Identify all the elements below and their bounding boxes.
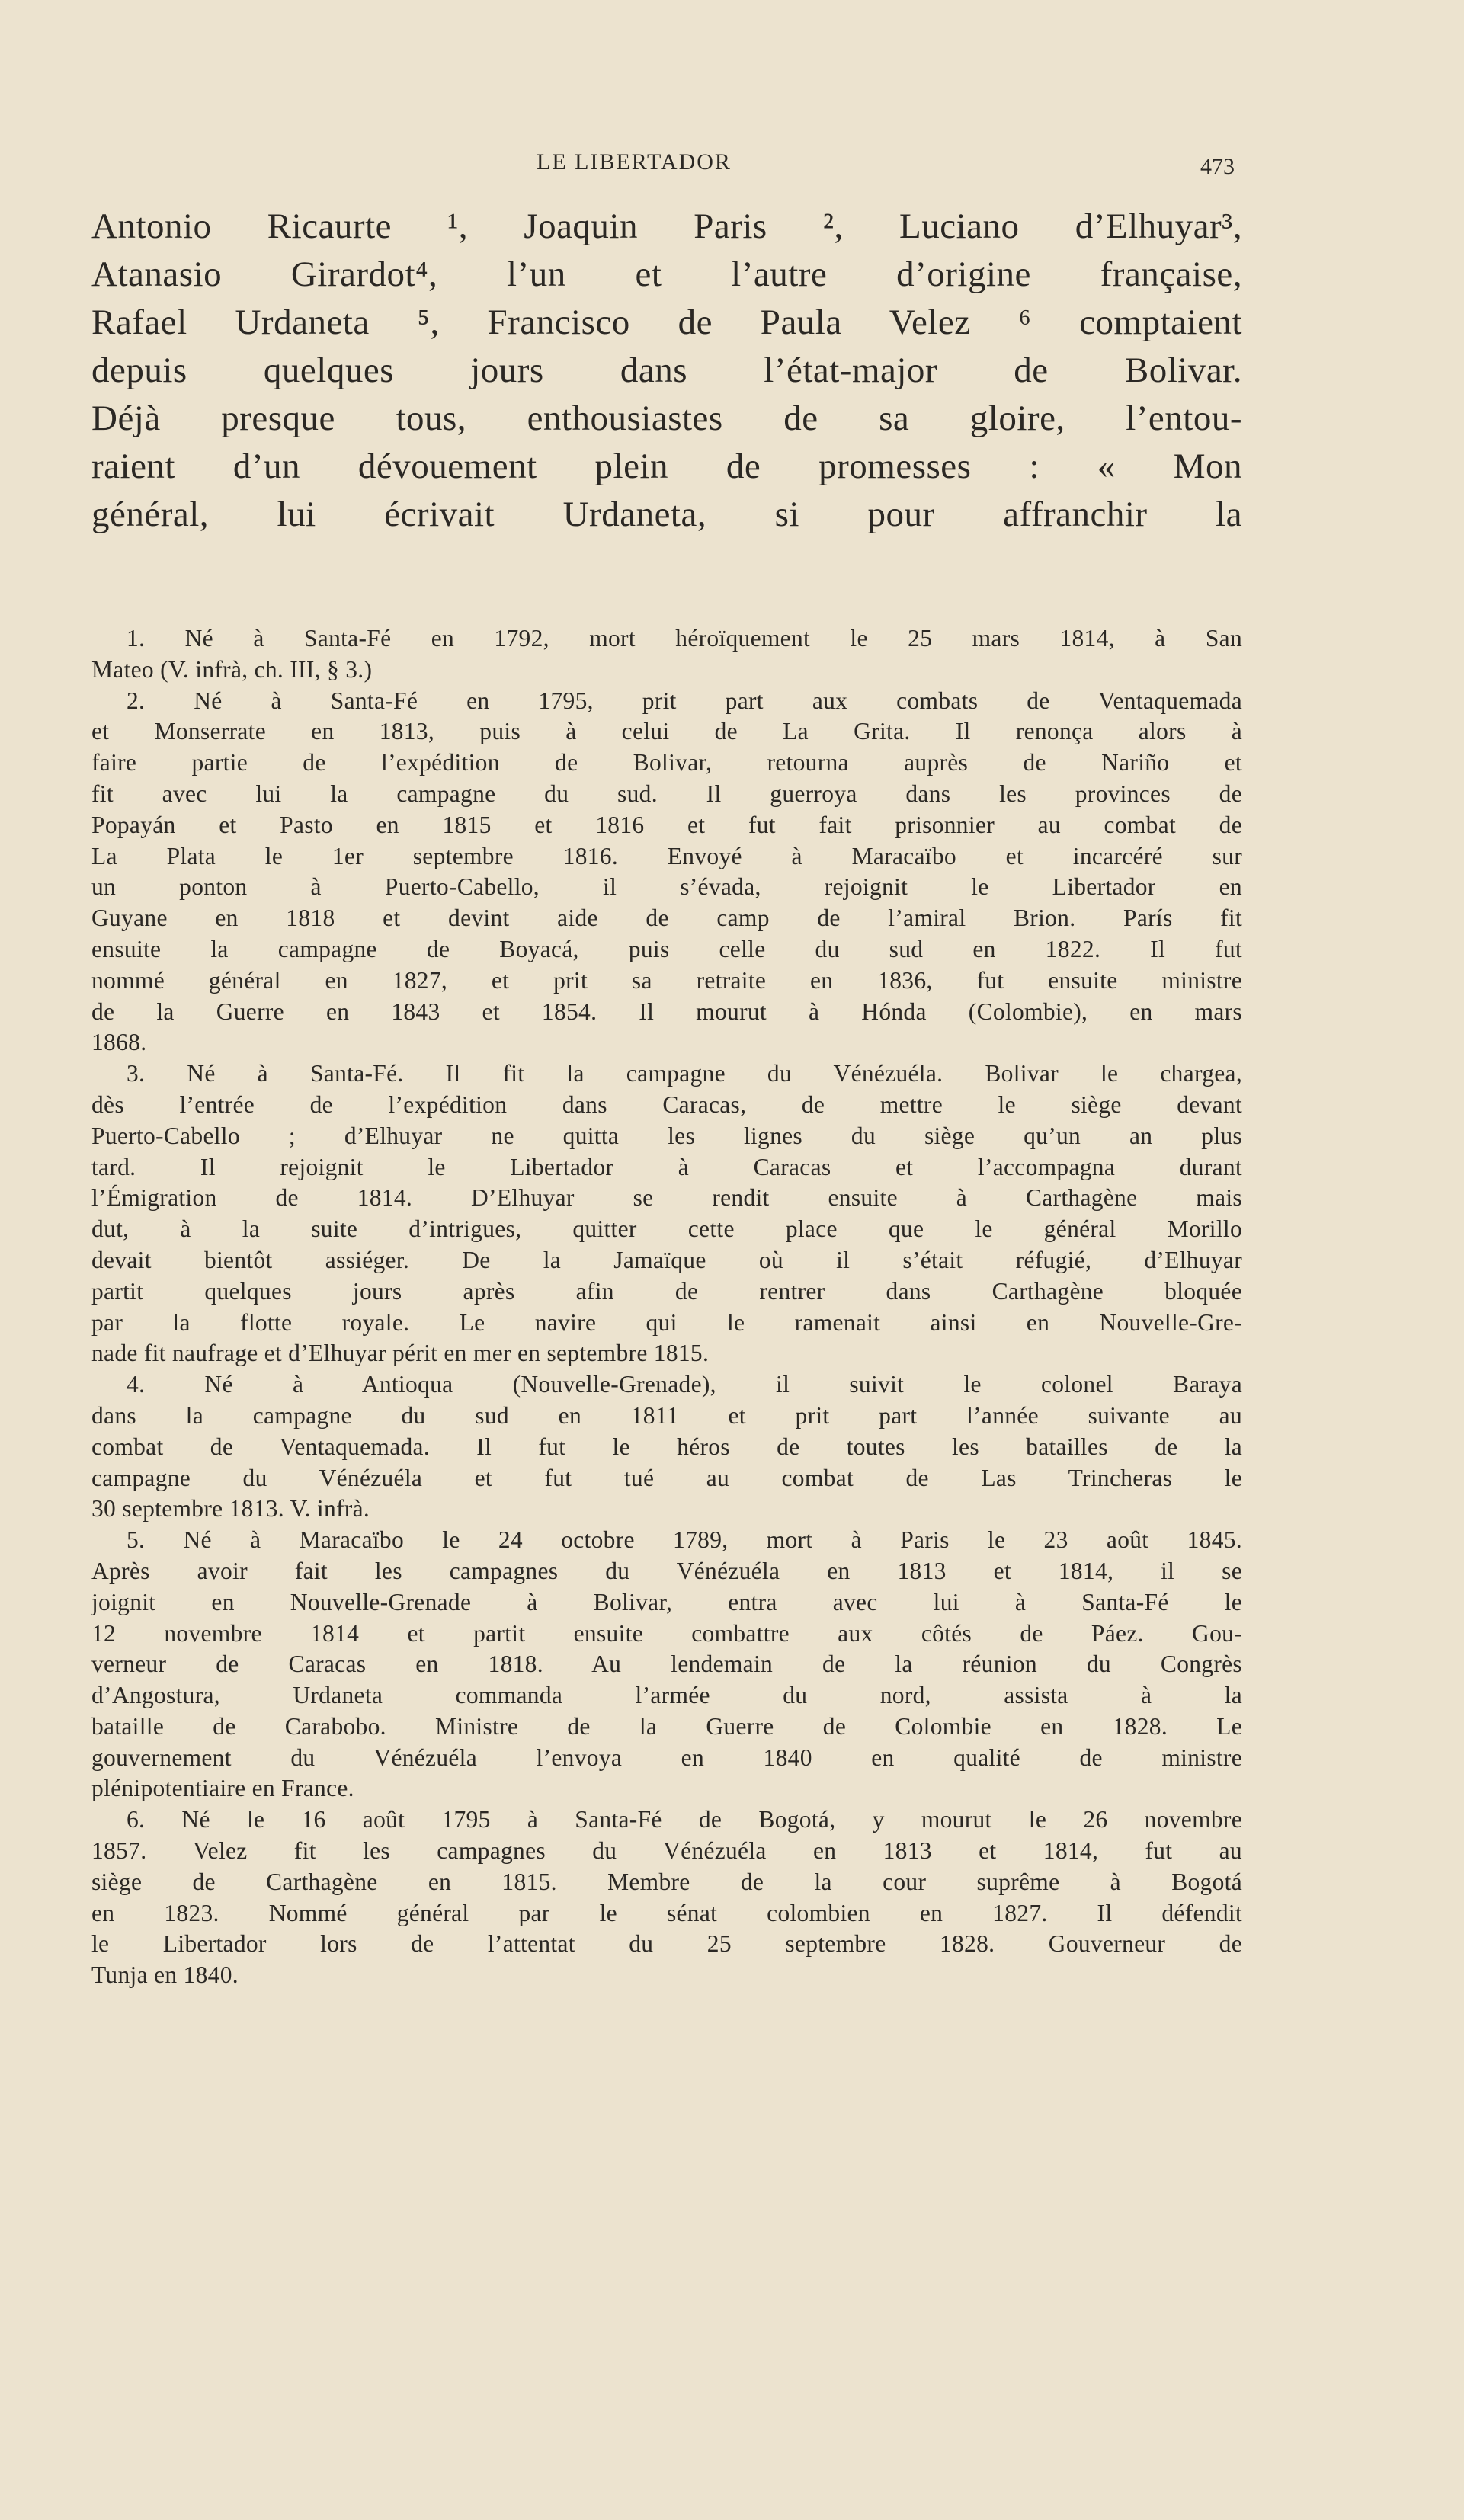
footnote-line: 1868. <box>91 1029 147 1056</box>
footnote-line: et Monserrate en 1813, puis à celui de La Grita. Il renonça alors à <box>91 718 1242 745</box>
footnote-line: nade fit naufrage et d’Elhuyar périt en mer en septembre 1815. <box>91 1340 710 1367</box>
footnote-line: en 1823. Nommé général par le sénat colombien en 1827. Il défendit <box>91 1899 1242 1926</box>
footnote-line: partit quelques jours après afin de rentrer dans Carthagène bloquée <box>91 1277 1242 1305</box>
footnote-line: gouvernement du Vénézuéla l’envoya en 1840 en qualité de ministre <box>91 1744 1242 1771</box>
footnote-line: un ponton à Puerto-Cabello, il s’évada, rejoignit le Libertador en <box>91 873 1242 901</box>
footnote-line: verneur de Caracas en 1818. Au lendemain de la réunion du Congrès <box>91 1651 1242 1678</box>
footnote-line: 6. Né le 16 août 1795 à Santa-Fé de Bogotá, y mourut le 26 novembre <box>127 1806 1242 1833</box>
footnote-line: dès l’entrée de l’expédition dans Caracas, de mettre le siège devant <box>91 1090 1242 1118</box>
footnote-line: Guyane en 1818 et devint aide de camp de l’amiral Brion. París fit <box>91 905 1242 932</box>
footnote-line: Mateo (V. infrà, ch. III, § 3.) <box>91 655 373 683</box>
footnote-line: tard. Il rejoignit le Libertador à Caracas et l’accompagna durant <box>91 1153 1242 1180</box>
footnote-line: plénipotentiaire en France. <box>91 1775 354 1802</box>
footnote-line: devait bientôt assiéger. De la Jamaïque où il s’était réfugié, d’Elhuyar <box>91 1246 1242 1273</box>
footnote-4 <box>91 1369 1242 1525</box>
footnote-line: 1857. Velez fit les campagnes du Vénézuéla en 1813 et 1814, fut au <box>91 1837 1242 1865</box>
footnote-line: 30 septembre 1813. V. infrà. <box>91 1495 370 1523</box>
footnote-line: ensuite la campagne de Boyacá, puis celle du sud en 1822. Il fut <box>91 935 1242 962</box>
footnote-line: joignit en Nouvelle-Grenade à Bolivar, entra avec lui à Santa-Fé le <box>91 1588 1242 1615</box>
footnote-line: fit avec lui la campagne du sud. Il guerroya dans les provinces de <box>91 780 1242 807</box>
body-line: depuis quelques jours dans l’état-major de Bolivar. <box>91 351 1242 390</box>
running-head <box>0 149 1464 183</box>
footnote-line: 12 novembre 1814 et partit ensuite combattre aux côtés de Páez. Gou- <box>91 1619 1242 1647</box>
footnote-line: Après avoir fait les campagnes du Vénézuéla en 1813 et 1814, il se <box>91 1557 1242 1584</box>
footnote-line: campagne du Vénézuéla et fut tué au combat de Las Trincheras le <box>91 1464 1242 1491</box>
footnote-line: d’Angostura, Urdaneta commanda l’armée du nord, assista à la <box>91 1682 1242 1709</box>
footnote-line: combat de Ventaquemada. Il fut le héros de toutes les batailles de la <box>91 1433 1242 1460</box>
footnote-line: Popayán et Pasto en 1815 et 1816 et fut fait prisonnier au combat de <box>91 811 1242 838</box>
page-number: 473 <box>1200 154 1235 179</box>
footnote-line: par la flotte royale. Le navire qui le ramenait ainsi en Nouvelle-Gre- <box>91 1308 1242 1336</box>
footnote-6 <box>91 1804 1242 1991</box>
footnote-line: 4. Né à Antioqua (Nouvelle-Grenade), il suivit le colonel Baraya <box>127 1371 1242 1398</box>
footnote-line: siège de Carthagène en 1815. Membre de la cour suprême à Bogotá <box>91 1868 1242 1895</box>
footnotes <box>91 623 1242 1991</box>
footnote-line: le Libertador lors de l’attentat du 25 septembre 1828. Gouverneur de <box>91 1930 1242 1958</box>
footnote-line: nommé général en 1827, et prit sa retraite en 1836, fut ensuite ministre <box>91 966 1242 994</box>
footnote-1 <box>91 623 1242 686</box>
body-line: Atanasio Girardot⁴, l’un et l’autre d’origine française, <box>91 255 1242 294</box>
footnote-2 <box>91 686 1242 1059</box>
body-line: général, lui écrivait Urdaneta, si pour affranchir la <box>91 495 1242 534</box>
body-line: Déjà presque tous, enthousiastes de sa gloire, l’entou- <box>91 399 1242 438</box>
footnote-line: de la Guerre en 1843 et 1854. Il mourut à Hónda (Colombie), en mars <box>91 997 1242 1025</box>
running-head-title: LE LIBERTADOR <box>537 149 732 175</box>
footnote-line: 2. Né à Santa-Fé en 1795, prit part aux combats de Ventaquemada <box>127 687 1242 714</box>
body-line: Rafael Urdaneta ⁵, Francisco de Paula Velez ⁶ comptaient <box>91 303 1242 342</box>
footnote-line: Tunja en 1840. <box>91 1961 239 1989</box>
footnote-line: La Plata le 1er septembre 1816. Envoyé à Maracaïbo et incarcéré sur <box>91 842 1242 869</box>
footnote-line: l’Émigration de 1814. D’Elhuyar se rendit ensuite à Carthagène mais <box>91 1184 1242 1212</box>
footnote-line: dans la campagne du sud en 1811 et prit part l’année suivante au <box>91 1401 1242 1429</box>
footnote-line: faire partie de l’expédition de Bolivar, retourna auprès de Nariño et <box>91 749 1242 776</box>
body-line: Antonio Ricaurte ¹, Joaquin Paris ², Luciano d’Elhuyar³, <box>91 207 1242 246</box>
body-line: raient d’un dévouement plein de promesses : « Mon <box>91 447 1242 486</box>
footnote-line: dut, à la suite d’intrigues, quitter cette place que le général Morillo <box>91 1215 1242 1243</box>
footnote-5 <box>91 1525 1242 1804</box>
main-text <box>91 203 1242 539</box>
footnote-line: Puerto-Cabello ; d’Elhuyar ne quitta les lignes du siège qu’un an plus <box>91 1122 1242 1149</box>
footnote-line: 5. Né à Maracaïbo le 24 octobre 1789, mort à Paris le 23 août 1845. <box>127 1526 1242 1554</box>
footnote-line: 1. Né à Santa-Fé en 1792, mort héroïquement le 25 mars 1814, à San <box>127 625 1242 652</box>
footnote-3 <box>91 1058 1242 1369</box>
footnote-line: 3. Né à Santa-Fé. Il fit la campagne du Vénézuéla. Bolivar le chargea, <box>127 1060 1242 1087</box>
footnote-line: bataille de Carabobo. Ministre de la Guerre de Colombie en 1828. Le <box>91 1712 1242 1740</box>
